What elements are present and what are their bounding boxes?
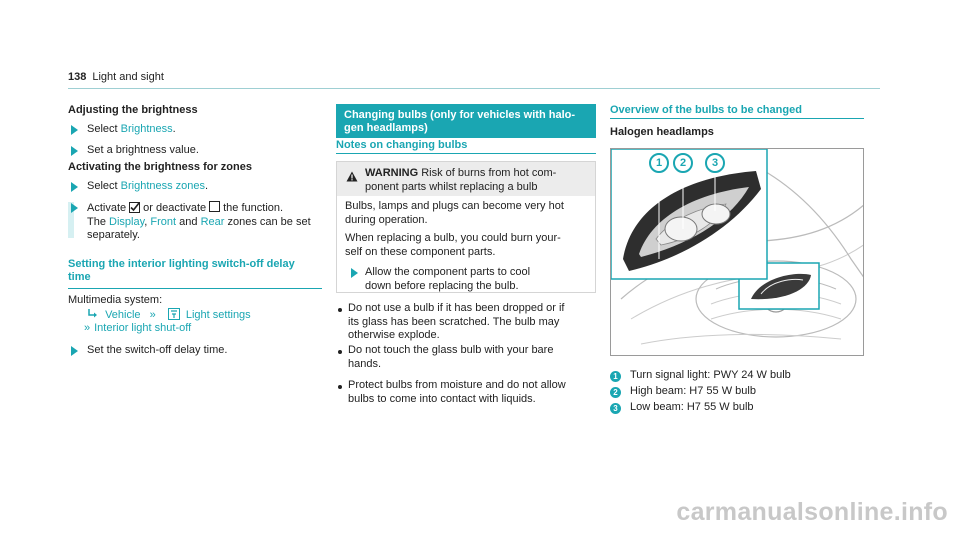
bullet-text: Do not touch the glass bulb with your bare [348, 344, 554, 356]
warning-text: self on these component parts. [345, 245, 496, 258]
section-banner-changing-bulbs [336, 104, 596, 138]
legend-num-2: 2 [610, 387, 621, 398]
display-zone-link[interactable]: Display [109, 215, 145, 228]
warning-text: Allow the component parts to cool [365, 266, 531, 278]
banner-line: Changing bulbs (only for vehicles with halo- [344, 109, 576, 121]
lamp-icon [168, 308, 180, 320]
rear-zone-link[interactable]: Rear [200, 215, 225, 228]
legend-num-1: 1 [610, 371, 621, 382]
notes-title: Notes on changing bulbs [336, 139, 468, 151]
warning-label: WARNING [365, 167, 419, 179]
callout-1: 1 [649, 153, 669, 173]
step-activate-zones [87, 201, 311, 243]
warning-step [365, 266, 530, 293]
light-settings-link[interactable]: Light settings [185, 309, 251, 321]
warning-text: during operation. [345, 213, 428, 226]
page-number: 138 [68, 71, 87, 83]
step-text: Select [87, 123, 121, 135]
step-text: . [205, 180, 209, 192]
step-text: separately. [87, 229, 140, 241]
title-line: Setting the interior lighting switch-off delay [68, 258, 295, 270]
heading-adjusting-brightness: Adjusting the brightness [68, 104, 198, 116]
interior-light-shutoff-link[interactable]: Interior light shut-off [94, 322, 192, 334]
warning-heading [365, 167, 591, 194]
step-text: Select [87, 180, 121, 192]
warning-paragraph [345, 200, 564, 227]
step-text: , [144, 215, 151, 228]
bullet-text: hands. [348, 357, 382, 370]
bullet-text: Do not use a bulb if it has been dropped or if [348, 302, 565, 314]
legend-item-2: High beam: H7 55 W bulb [630, 385, 756, 397]
bullet-icon [338, 308, 342, 312]
arrow-right-icon [71, 346, 78, 356]
menu-path-line2 [84, 322, 191, 336]
warning-triangle-icon [346, 171, 358, 182]
watermark: carmanualsonline.info [676, 498, 948, 526]
front-zone-link[interactable]: Front [150, 215, 177, 228]
subheading-halogen: Halogen headlamps [610, 126, 714, 138]
step-select-brightness [87, 123, 176, 137]
step-text: The [87, 215, 110, 228]
header-rule [68, 88, 880, 89]
arrow-right-icon [71, 182, 78, 192]
callout-3: 3 [705, 153, 725, 173]
menu-path-icon [87, 308, 99, 320]
section-rule [68, 288, 322, 289]
double-chevron-icon: » [149, 309, 156, 321]
bullet-text: its glass has been scratched. The bulb may [348, 315, 560, 328]
step-select-brightness-zones [87, 180, 208, 194]
section-rule [336, 153, 596, 154]
bullet-text: otherwise explode. [348, 329, 440, 341]
double-chevron-icon: » [84, 322, 91, 334]
step-text: the function. [223, 202, 284, 214]
bullet-icon [338, 350, 342, 354]
step-text: . [172, 123, 176, 135]
bullet-text: Protect bulbs from moisture and do not allow [348, 379, 566, 391]
bullet-item [348, 344, 553, 371]
vehicle-link[interactable]: Vehicle [105, 309, 141, 321]
multimedia-label: Multimedia system: [68, 294, 163, 306]
car-front-illustration [611, 149, 864, 356]
section-name: Light and sight [92, 71, 164, 83]
arrow-right-icon [351, 268, 358, 278]
step-text: or deactivate [143, 202, 207, 214]
section-title-overview-bulbs: Overview of the bulbs to be changed [610, 104, 802, 116]
warning-text: down before replacing the bulb. [365, 279, 519, 292]
step-text: Activate [87, 202, 127, 214]
banner-line: gen headlamps) [344, 122, 428, 134]
bullet-text: bulbs to come into contact with liquids. [348, 392, 536, 405]
callout-2: 2 [673, 153, 693, 173]
menu-path-line1 [84, 308, 251, 323]
arrow-right-icon [71, 125, 78, 135]
warning-text: Bulbs, lamps and plugs can become very hot [345, 200, 564, 212]
brightness-link[interactable]: Brightness [120, 123, 173, 135]
step-text: zones can be set [224, 215, 311, 228]
warning-text: ponent parts whilst replacing a bulb [365, 180, 538, 193]
step-set-brightness: Set a brightness value. [87, 144, 199, 156]
warning-text: When replacing a bulb, you could burn your- [345, 232, 561, 244]
section-rule [610, 118, 864, 119]
warning-box [336, 161, 596, 293]
bullet-item [348, 379, 566, 406]
bullet-icon [338, 385, 342, 389]
legend-item-3: Low beam: H7 55 W bulb [630, 401, 754, 413]
bullet-item [348, 302, 564, 343]
legend-item-1: Turn signal light: PWY 24 W bulb [630, 369, 791, 381]
warning-paragraph [345, 232, 561, 259]
title-line: time [68, 271, 91, 283]
section-title-switch-off-delay [68, 258, 295, 284]
arrow-right-icon [71, 146, 78, 156]
warning-text: Risk of burns from hot com- [418, 167, 557, 179]
heading-brightness-zones: Activating the brightness for zones [68, 161, 252, 173]
page-header [68, 71, 164, 83]
legend-num-3: 3 [610, 403, 621, 414]
arrow-right-icon [71, 203, 78, 213]
headlamp-figure [610, 148, 864, 356]
brightness-zones-link[interactable]: Brightness zones [120, 180, 206, 192]
checkbox-checked-icon [129, 202, 140, 213]
step-text: and [176, 215, 201, 228]
step-set-delay: Set the switch-off delay time. [87, 344, 228, 356]
checkbox-empty-icon [209, 201, 220, 212]
